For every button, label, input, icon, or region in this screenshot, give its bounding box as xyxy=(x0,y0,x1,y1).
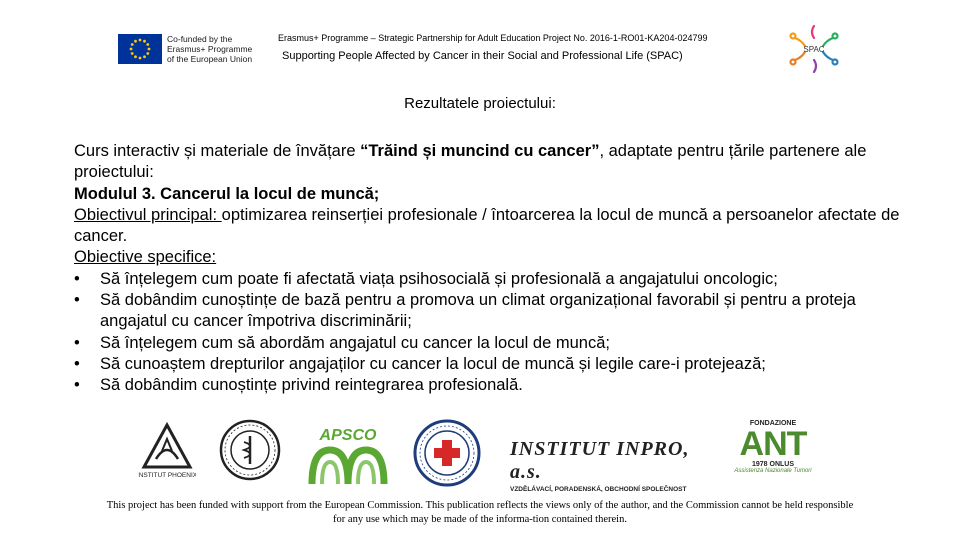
specific-objectives-list xyxy=(74,269,914,397)
eu-flag-icon xyxy=(118,34,162,64)
apsco-label: APSCO xyxy=(319,427,377,444)
ant-fondazione-label: FONDAZIONE xyxy=(749,420,797,427)
partner-logos xyxy=(130,418,820,493)
apsco-icon xyxy=(298,424,398,488)
health-seal-icon xyxy=(412,418,482,488)
eu-text-line-2: Erasmus+ Programme xyxy=(167,44,253,54)
list-item: • Să înțelegem cum poate fi afectată viața psihosocială și profesională a angajatului oncologic; xyxy=(74,269,914,290)
spac-logo xyxy=(785,20,843,78)
list-item: • Să cunoaștem drepturilor angajaților cu cancer la locul de muncă și legile care-i protejează; xyxy=(74,354,914,375)
inpro-subtitle: VZDĚLÁVACÍ, PORADENSKÁ, OBCHODNÍ SPOLEČNOST xyxy=(510,486,687,493)
project-title: Supporting People Affected by Cancer in their Social and Professional Life (SPAC) xyxy=(282,50,683,62)
inpro-logo xyxy=(510,438,710,493)
list-item: • Să dobândim cunoștințe de bază pentru a promova un climat organizațional favorabil și pentru a proteja angajatul cu cancer împotriva discriminării; xyxy=(74,290,914,333)
apsco-logo xyxy=(298,424,398,488)
phoenix-logo xyxy=(138,421,196,489)
university-seal-icon xyxy=(218,418,282,482)
eu-text-line-1: Co-funded by the xyxy=(167,34,233,44)
ant-year: 1978 ONLUS xyxy=(751,461,795,468)
intro-text: Curs interactiv și materiale de învățare xyxy=(74,142,361,160)
ant-name: ANT xyxy=(739,425,807,463)
main-objective-text: optimizarea reinserției profesionale / întoarcerea la locul de muncă a persoanelor afectate de cancer. xyxy=(74,205,900,246)
intro-text-end: , adaptate pentru țările partenere ale proiectului: xyxy=(74,142,867,182)
health-institute-seal xyxy=(412,418,482,488)
list-item: • Să înțelegem cum să abordăm angajatul cu cancer la locul de muncă; xyxy=(74,333,914,354)
course-title: “Trăind și muncind cu cancer” xyxy=(360,142,600,160)
list-item: • Să dobândim cunoștințe privind reintegrarea profesională. xyxy=(74,375,914,396)
program-line: Erasmus+ Programme – Strategic Partnership for Adult Education Project No. 2016-1-RO01-KA204-024799 xyxy=(278,33,708,43)
intro-paragraph xyxy=(74,141,914,184)
phoenix-icon xyxy=(138,421,196,489)
eu-cofunded-text xyxy=(167,34,252,64)
fondazione-ant-logo xyxy=(730,420,816,486)
inpro-name: INSTITUT INPRO, a.s. xyxy=(510,438,690,483)
main-objective xyxy=(74,205,914,248)
medical-university-seal xyxy=(218,418,282,482)
section-title: Rezultatele proiectului: xyxy=(404,95,556,112)
phoenix-label: INSTITUT PHOENIX xyxy=(138,472,196,479)
spac-logo-icon xyxy=(785,20,843,78)
eu-text-line-3: of the European Union xyxy=(167,54,253,64)
main-objective-label: Obiectivul principal: xyxy=(74,205,222,224)
eu-cofunded-logo xyxy=(118,32,263,66)
module-title: Modulul 3. Cancerul la locul de muncă; xyxy=(74,184,380,203)
disclaimer: This project has been funded with support from the European Commission. This publication reflects the views only of the author, and the Commission cannot be held responsible for any use which may be made of the informa-tion contained therein. xyxy=(106,500,854,525)
specific-objectives-label: Obiective specifice: xyxy=(74,248,217,267)
main-content xyxy=(74,141,914,397)
ant-tagline: Assistenza Nazionale Tumori xyxy=(734,468,812,474)
spac-label: SPAC xyxy=(803,45,825,54)
